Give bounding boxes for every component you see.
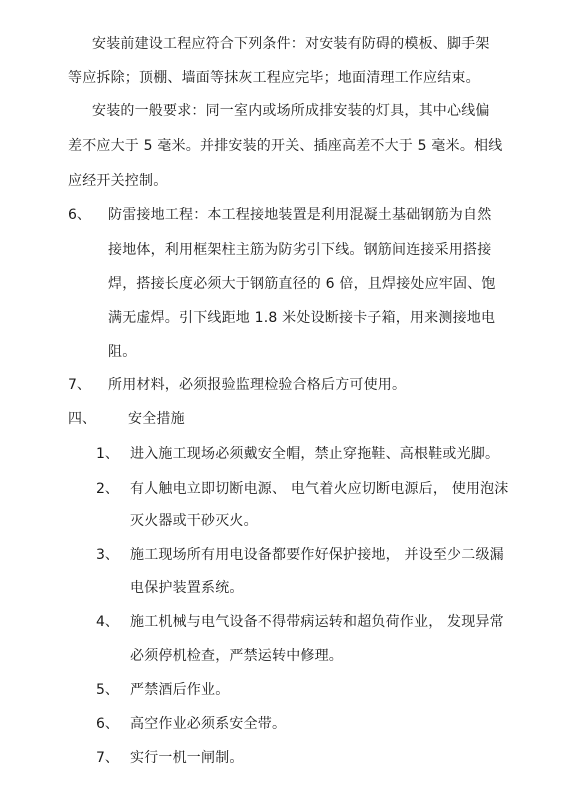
- para-general-requirements-line-3: 应经开关控制。: [68, 173, 168, 189]
- measure-3-number: 3、: [96, 547, 119, 563]
- item-6-line-5: 阻。: [108, 344, 137, 360]
- measure-1-line-1: 进入施工现场必须戴安全帽，禁止穿拖鞋、高根鞋或光脚。: [130, 446, 500, 462]
- para-general-requirements-line-1: 安装的一般要求：同一室内或场所成排安装的灯具，其中心线偏: [92, 103, 490, 119]
- measure-7-line-1: 实行一机一闸制。: [130, 750, 244, 766]
- item-6-line-4: 满无虚焊。引下线距地 1.8 米处设断接卡子箱，用来测接地电: [108, 310, 496, 326]
- para-general-requirements-line-2: 差不应大于 5 毫米。并排安装的开关、插座高差不大于 5 毫米。相线: [68, 138, 503, 154]
- measure-7-number: 7、: [96, 750, 119, 766]
- measure-4-line-2: 必须停机检查，严禁运转中修理。: [130, 648, 343, 664]
- section-4-title: 安全措施: [128, 411, 185, 427]
- item-6-line-3: 焊，搭接长度必须大于钢筋直径的 6 倍，且焊接处应牢固、饱: [108, 276, 496, 292]
- item-6-number: 6、: [68, 207, 91, 223]
- item-7-number: 7、: [68, 377, 91, 393]
- para-install-conditions-line-2: 等应拆除；顶棚、墙面等抹灰工程应完毕；地面清理工作应结束。: [68, 70, 480, 86]
- measure-5-line-1: 严禁酒后作业。: [130, 682, 230, 698]
- measure-4-number: 4、: [96, 614, 119, 630]
- item-6-line-1: 防雷接地工程：本工程接地装置是利用混凝土基础钢筋为自然: [108, 207, 492, 223]
- measure-2-line-1: 有人触电立即切断电源、 电气着火应切断电源后， 使用泡沫: [130, 481, 509, 497]
- measure-6-number: 6、: [96, 716, 119, 732]
- section-4-number: 四、: [68, 411, 96, 427]
- measure-4-line-1: 施工机械与电气设备不得带病运转和超负荷作业， 发现异常: [130, 614, 504, 630]
- item-6-line-2: 接地体，利用框架柱主筋为防劣引下线。钢筋间连接采用搭接: [108, 242, 492, 258]
- item-7-line-1: 所用材料，必须报验监理检验合格后方可使用。: [108, 377, 407, 393]
- measure-1-number: 1、: [96, 446, 119, 462]
- measure-3-line-2: 电保护装置系统。: [130, 580, 244, 596]
- para-install-conditions-line-1: 安装前建设工程应符合下列条件：对安装有防碍的模板、脚手架: [92, 36, 490, 52]
- measure-6-line-1: 高空作业必须系安全带。: [130, 716, 287, 732]
- measure-2-number: 2、: [96, 481, 119, 497]
- measure-3-line-1: 施工现场所有用电设备都要作好保护接地， 并设至少二级漏: [130, 547, 504, 563]
- measure-5-number: 5、: [96, 682, 119, 698]
- measure-2-line-2: 灭火器或干砂灭火。: [130, 513, 258, 529]
